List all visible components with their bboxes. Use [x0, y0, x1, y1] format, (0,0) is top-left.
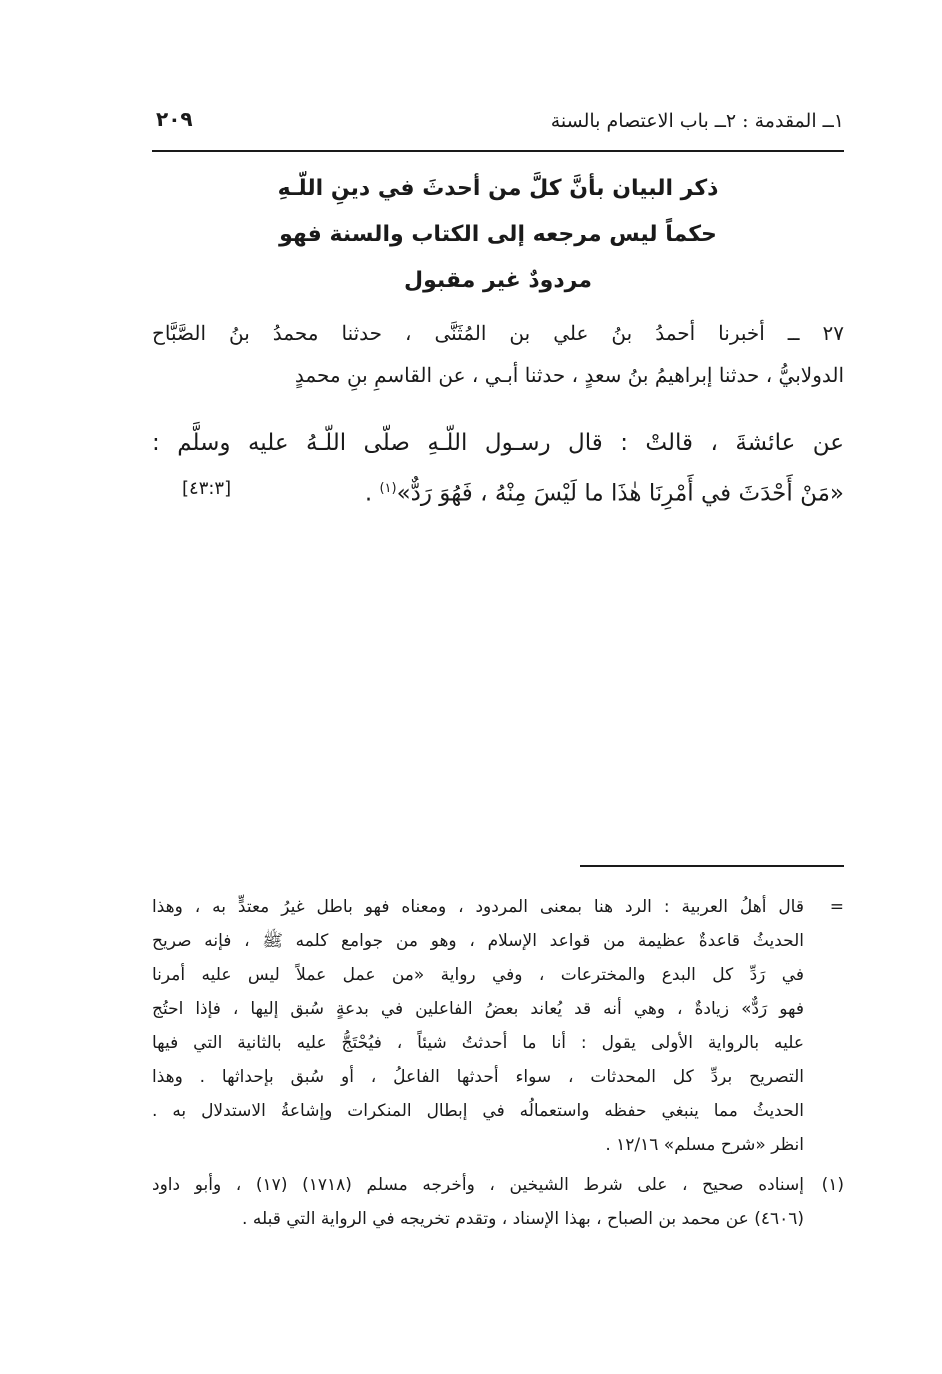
- footnote-line: عليه بالرواية الأولى يقول : أنا ما أحدثتُ شيئاً ، فيُحْتَجُّ عليه بالثانية التي فيها: [152, 1033, 804, 1053]
- footnote-line: التصريح بردِّ كل المحدثات ، سواء أحدثها الفاعلُ ، أو سُبق بإحداثها . وهذا: [152, 1067, 804, 1087]
- footnote-marker: =: [829, 897, 844, 917]
- source-reference: [٤٣:٣]: [182, 478, 232, 499]
- running-title: ١ــ المقدمة : ٢ــ باب الاعتصام بالسنة: [550, 110, 844, 132]
- hadith-isnad: [152, 312, 844, 396]
- isnad-line: الدولابيُّ ، حدثنا إبراهيمُ بنُ سعدٍ ، حدثنا أبـي ، عن القاسمِ بنِ محمدٍ: [294, 363, 844, 387]
- footnote-line: إسناده صحيح ، على شرط الشيخين ، وأخرجه مسلم (١٧١٨) (١٧) ، وأبو داود: [152, 1175, 804, 1195]
- header-rule: [152, 150, 844, 152]
- footnote-1: [152, 1168, 844, 1236]
- page-header: [152, 104, 844, 144]
- matn-end: .: [364, 480, 380, 507]
- matn-line: عن عائشةَ ، قالتْ : قال رسـول اللّـهِ صلّى اللّـهُ عليه وسلَّم :: [152, 430, 844, 456]
- footnote-line: قال أهلُ العربية : الرد هنا بمعنى المردود ، ومعناه فهو باطل غيرُ معتدٍّ به ، وهذا: [152, 897, 804, 917]
- footnote-marker: (١): [821, 1175, 844, 1195]
- footnote-line: فهو رَدٌّ» زيادةٌ ، وهي أنه قد يُعاند بعضُ الفاعلين في بدعةٍ سُبق إليها ، فإذا احتُج: [152, 999, 804, 1019]
- chapter-heading-line: حكماً ليس مرجعه إلى الكتاب والسنة فهو: [279, 222, 717, 247]
- footnotes: [152, 890, 844, 1236]
- footnote-rule: [580, 865, 844, 867]
- footnote-continued: [152, 890, 844, 1162]
- page-number: ٢٠٩: [156, 107, 193, 131]
- footnote-reference-marker[interactable]: (١): [379, 481, 397, 496]
- matn-text: «مَنْ أَحْدَثَ في أَمْرِنَا هٰذَا ما لَيْسَ مِنْهُ ، فَهُوَ رَدٌّ»: [396, 480, 844, 507]
- matn-line-2: [152, 466, 844, 517]
- footnote-line: (٤٦٠٦) عن محمد بن الصباح ، بهذا الإسناد ، وتقدم تخريجه في الرواية التي قبله .: [242, 1209, 804, 1229]
- chapter-heading-line: ذكر البيان بأنَّ كلَّ من أحدثَ في دينِ اللّـهِ: [277, 176, 719, 201]
- isnad-line: ٢٧ ــ أخبرنا أحمدُ بنُ علي بن المُثَنَّى ، حدثنا محمدُ بنُ الصَّبَّاح: [152, 321, 844, 345]
- hadith-matn: [152, 420, 844, 517]
- chapter-heading: [152, 166, 844, 304]
- footnote-line: انظر «شرح مسلم» ١٢/١٦ .: [605, 1135, 804, 1155]
- footnote-line: في رَدِّ كل البدع والمخترعات ، وفي رواية «من عمل عملاً ليس عليه أمرنا: [152, 965, 804, 985]
- chapter-heading-line: مردودٌ غير مقبول: [404, 268, 592, 293]
- footnote-line: الحديثُ قاعدةٌ عظيمة من قواعد الإسلام ، وهو من جوامع كلمه ﷺ ، فإنه صريح: [152, 931, 804, 951]
- footnote-line: الحديثُ مما ينبغي حفظه واستعمالُه في إبطال المنكرات وإشاعةُ الاستدلال به .: [152, 1101, 804, 1121]
